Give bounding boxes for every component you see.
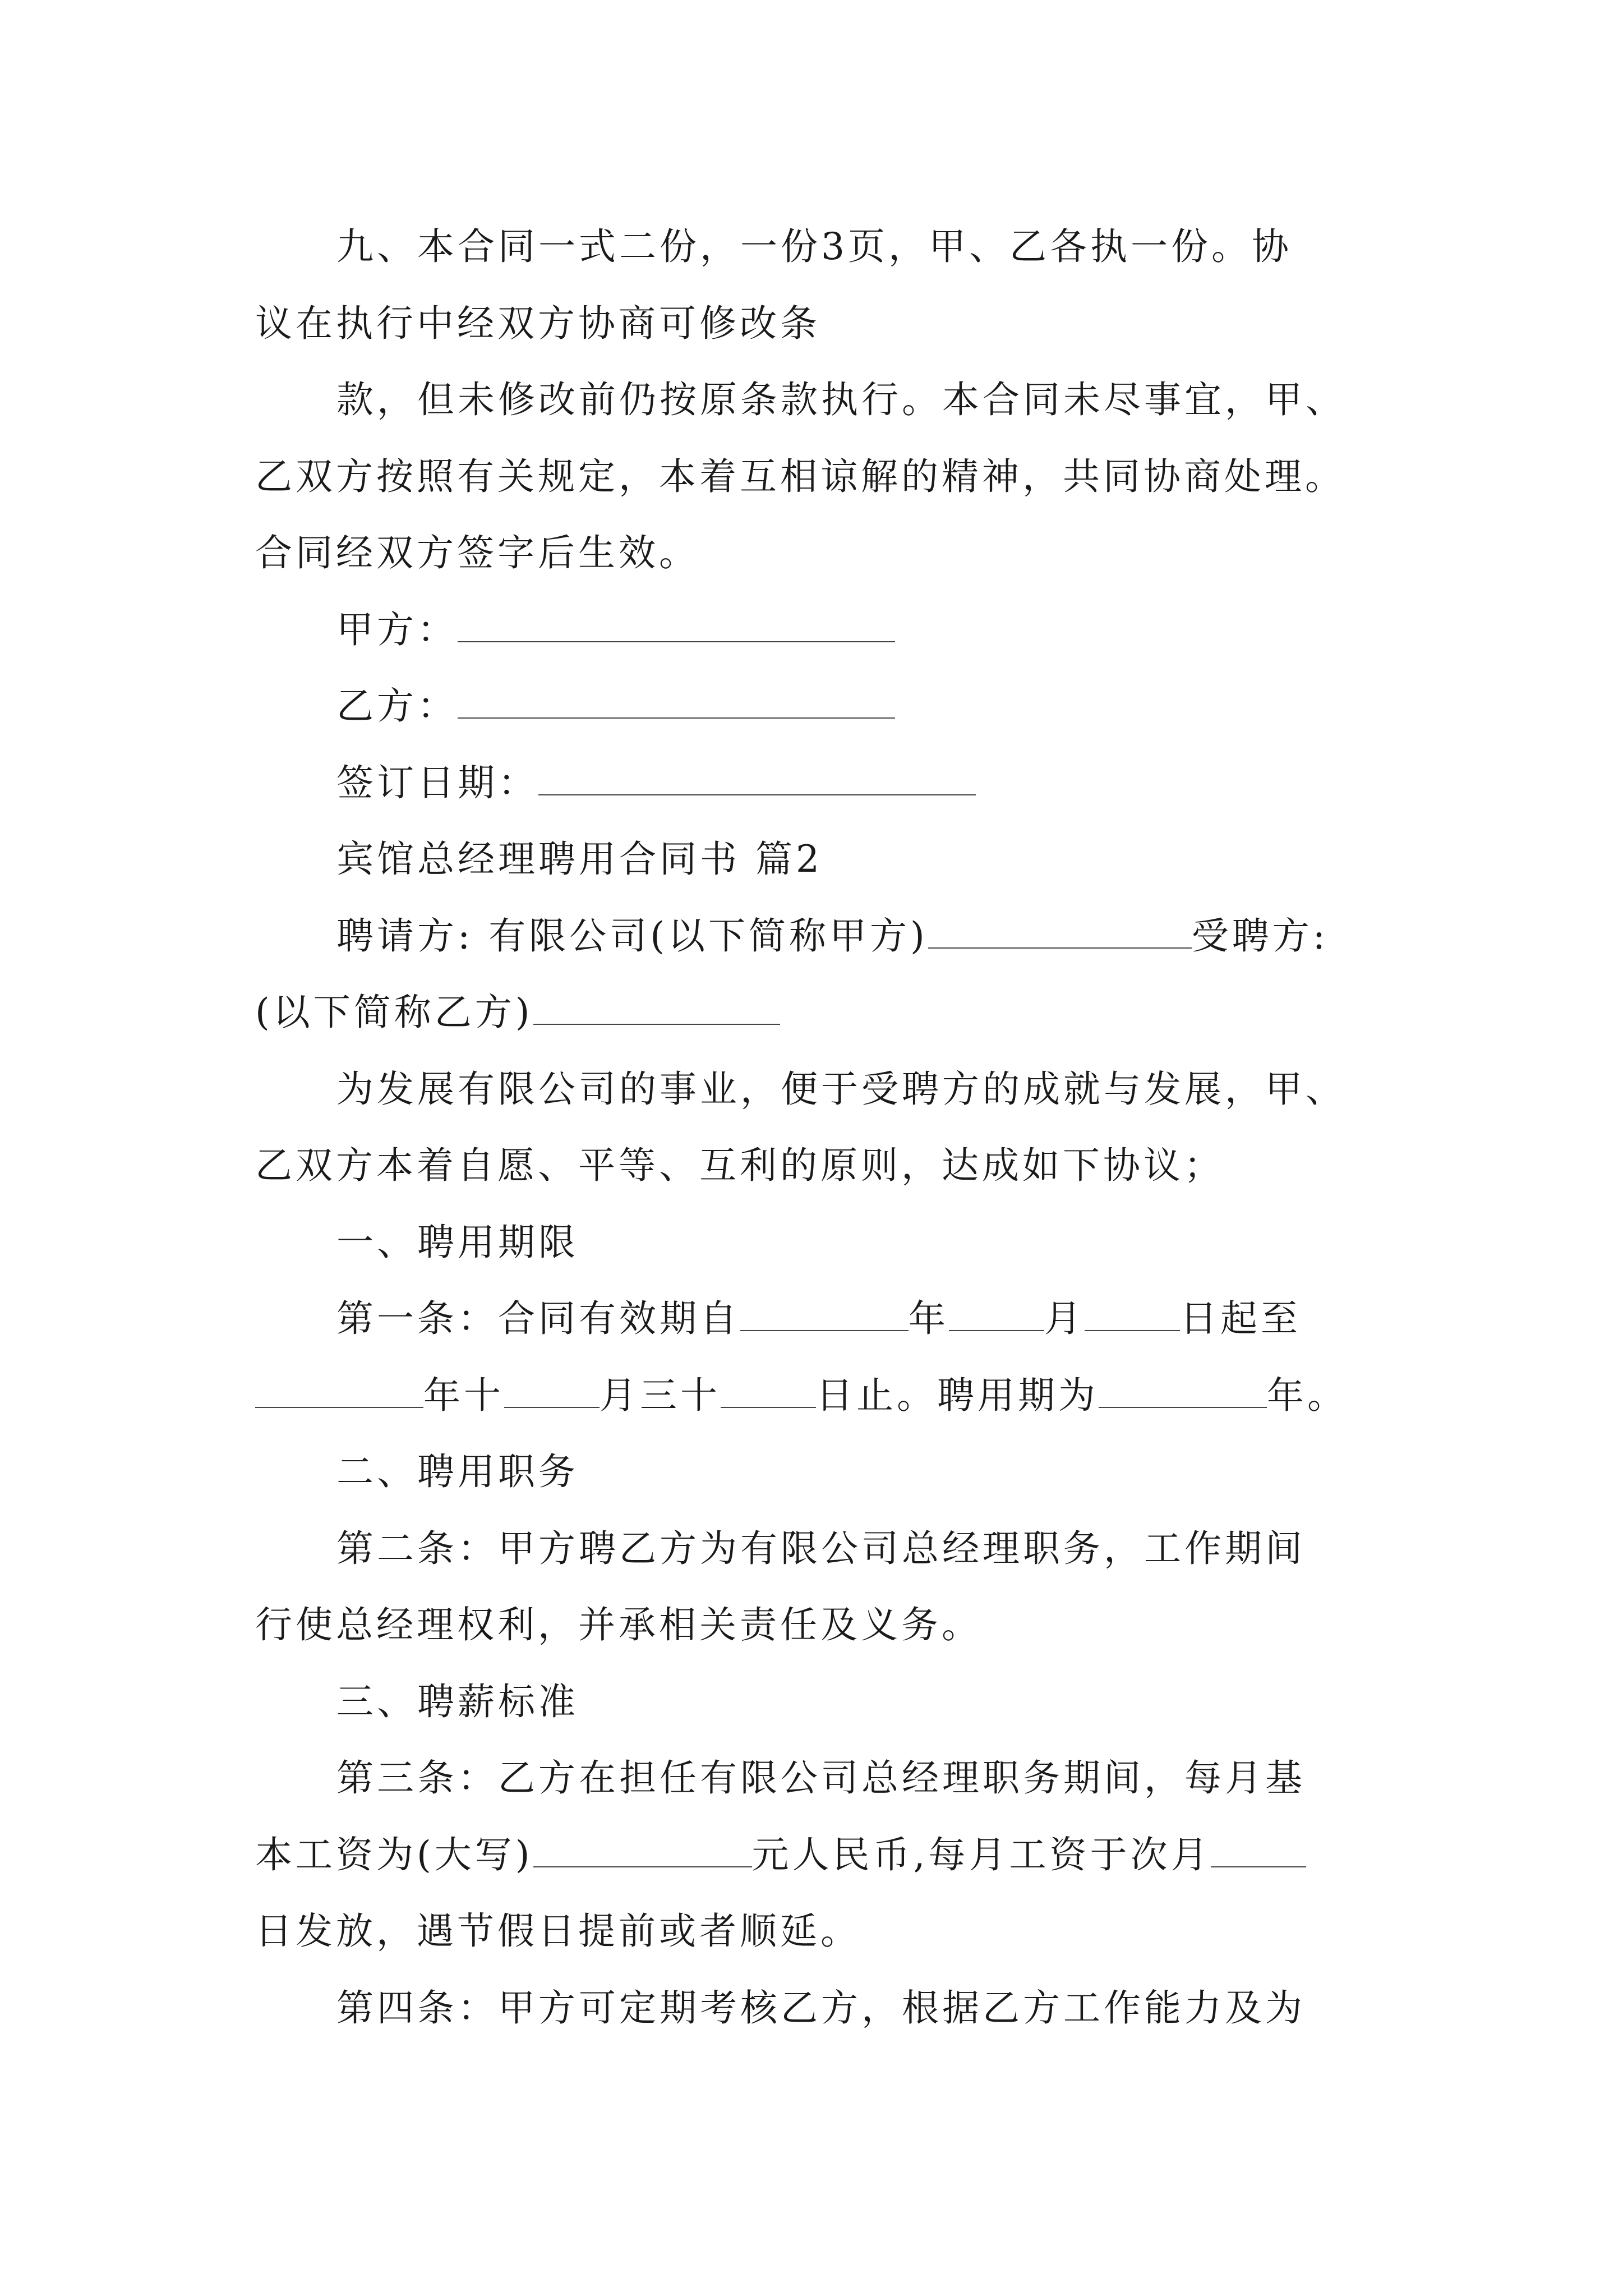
clause-9-line-4: 乙双方按照有关规定，本着互相谅解的精神，共同协商处理。 bbox=[255, 455, 1345, 498]
start-day-unit: 日起至 bbox=[1180, 1297, 1301, 1340]
article-1-line-1 bbox=[336, 1296, 1481, 1341]
party-b-signature-line bbox=[336, 684, 1481, 729]
clause-9-line-3: 款，但未修改前仍按原条款执行。本合同未尽事宜，甲、 bbox=[336, 378, 1346, 421]
employer-label: 聘请方: 有限公司(以下简称甲方) bbox=[336, 914, 928, 958]
employee-label: 受聘方: bbox=[1191, 914, 1329, 958]
start-year-blank bbox=[740, 1296, 909, 1331]
sign-date-label: 签订日期： bbox=[336, 761, 538, 804]
article-3-line-1: 第三条：乙方在担任有限公司总经理职务期间，每月基 bbox=[336, 1756, 1306, 1800]
article-4-line-1: 第四条：甲方可定期考核乙方，根据乙方工作能力及为 bbox=[336, 1986, 1306, 2030]
employee-text: (以下简称乙方) bbox=[255, 991, 533, 1034]
start-day-blank bbox=[1085, 1296, 1180, 1331]
end-month-unit: 月三十 bbox=[600, 1374, 721, 1417]
heading-2: 二、聘用职务 bbox=[336, 1450, 579, 1493]
clause-9-line-1: 九、本合同一式二份，一份3页，甲、乙各执一份。协 bbox=[336, 225, 1292, 268]
end-day-unit: 日止。聘用期为 bbox=[816, 1374, 1099, 1417]
term-years-blank bbox=[1099, 1373, 1267, 1408]
party-a-label: 甲方： bbox=[336, 608, 458, 651]
employee-line bbox=[255, 990, 1399, 1035]
salary-unit: 元人民币,每月工资于次月 bbox=[751, 1833, 1211, 1876]
clause-9-line-5: 合同经双方签字后生效。 bbox=[255, 531, 699, 574]
section-title: 宾馆总经理聘用合同书 篇2 bbox=[336, 838, 823, 881]
start-month-blank bbox=[949, 1296, 1044, 1331]
article-2-line-1: 第二条：甲方聘乙方为有限公司总经理职务，工作期间 bbox=[336, 1527, 1306, 1570]
end-year-unit: 年十 bbox=[423, 1374, 504, 1417]
party-b-label: 乙方： bbox=[336, 684, 458, 728]
article-1-label: 第一条：合同有效期自 bbox=[336, 1297, 740, 1340]
article-3-line-3: 日发放，遇节假日提前或者顺延。 bbox=[255, 1910, 861, 1953]
employer-blank bbox=[928, 914, 1192, 949]
article-1-line-2 bbox=[255, 1373, 1399, 1418]
sign-date-blank bbox=[538, 761, 976, 795]
article-3-line-2 bbox=[255, 1833, 1399, 1878]
payday-blank bbox=[1211, 1833, 1306, 1867]
end-month-blank bbox=[504, 1373, 600, 1408]
end-year-blank bbox=[255, 1373, 423, 1408]
party-b-blank bbox=[458, 684, 895, 719]
term-years-unit: 年。 bbox=[1267, 1374, 1348, 1417]
party-a-blank bbox=[458, 608, 895, 642]
sign-date-line bbox=[336, 761, 1481, 806]
party-a-signature-line bbox=[336, 608, 1481, 652]
start-year-unit: 年 bbox=[909, 1297, 949, 1340]
intro-line-1: 为发展有限公司的事业，便于受聘方的成就与发展，甲、 bbox=[336, 1068, 1346, 1111]
start-month-unit: 月 bbox=[1044, 1297, 1085, 1340]
end-day-blank bbox=[721, 1373, 816, 1408]
heading-1: 一、聘用期限 bbox=[336, 1221, 579, 1264]
intro-line-2: 乙双方本着自愿、平等、互利的原则，达成如下协议； bbox=[255, 1144, 1224, 1187]
clause-9-line-2: 议在执行中经双方协商可修改条 bbox=[255, 302, 820, 345]
heading-3: 三、聘薪标准 bbox=[336, 1680, 579, 1723]
employee-blank bbox=[533, 990, 780, 1025]
article-2-line-2: 行使总经理权利，并承相关责任及义务。 bbox=[255, 1603, 982, 1646]
salary-blank bbox=[533, 1833, 752, 1867]
employer-line bbox=[336, 914, 1481, 959]
salary-label: 本工资为(大写) bbox=[255, 1833, 533, 1876]
